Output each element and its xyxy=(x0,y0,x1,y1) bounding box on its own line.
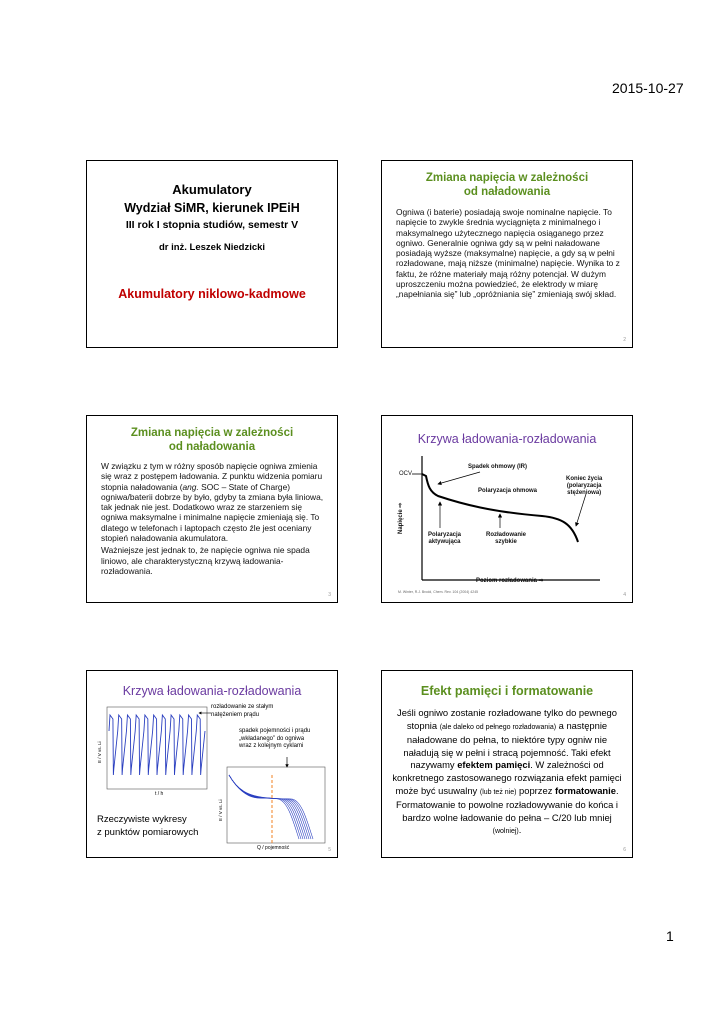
slide6-formatowanie: formatowanie xyxy=(555,784,616,796)
slide-6 xyxy=(381,670,633,858)
slide-5 xyxy=(86,670,338,858)
slide5-title: Krzywa ładowania-rozładowania xyxy=(122,684,302,698)
slide5-y-axis: E / V vs. Li xyxy=(97,741,102,763)
slide-1 xyxy=(86,160,338,348)
arrow-spadek xyxy=(438,472,480,484)
slide2-title-line2: od naładowania xyxy=(463,186,551,198)
slide1-subtitle: Akumulatory niklowo-kadmowe xyxy=(118,287,306,301)
page-number: 1 xyxy=(666,928,674,944)
slide4-source: M. Winter, R.J. Brodd, Chem. Rev. 104 (2004) 4245 xyxy=(398,590,479,594)
slide5-x-axis-bottom: Q / pojemność xyxy=(257,845,290,851)
slide1-title: Akumulatory xyxy=(172,182,252,197)
slide5-label2-line1: spadek pojemności i prądu xyxy=(239,728,311,734)
napiecie-text: Napięcie xyxy=(398,509,404,534)
slide6-t3-small: (lub też nie) xyxy=(479,788,517,796)
slide-2 xyxy=(381,160,633,348)
koniec-label-2: (polaryzacja xyxy=(566,483,602,489)
slide3-paragraph-2: Ważniejsze jest jednak to, że napięcie ogniwa nie spada liniowo, ale charakterystyczną krzywą ładowania-rozładowania. xyxy=(101,545,310,576)
slide4-number: 4 xyxy=(623,592,626,598)
slide6-t1: Jeśli ogniwo zostanie rozładowane tylko do pewnego stopnia xyxy=(397,707,617,731)
slide6-number: 6 xyxy=(623,847,626,853)
polar-akt-label-1: Polaryzacja xyxy=(428,532,462,538)
slide5-caption-line2: z punktów pomiarowych xyxy=(97,827,199,838)
slide6-t2: a następnie naładowane do pełna, to niektóre typy ogniw nie naładują się w pełni i stracą pojemność. Taki efekt nazywamy xyxy=(403,719,611,771)
rozl-szyb-label-1: Rozładowanie xyxy=(486,532,527,538)
slide3-paragraph-1 xyxy=(101,461,325,543)
slide6-t3: . W zależności od konkretnego zastosowanego rozwiązania efekt pamięci może być usuwalny xyxy=(392,759,622,796)
slide-4 xyxy=(381,415,633,603)
slide3-title-line2: od naładowania xyxy=(168,441,256,453)
slide5-x-axis-top: t / h xyxy=(155,791,164,797)
polar-akt-label-2: aktywująca xyxy=(428,539,461,545)
slide4-title: Krzywa ładowania-rozładowania xyxy=(417,432,597,446)
napiecie-label: Napięcie ⇨ xyxy=(398,502,404,534)
slide6-t5-small: (wolniej) xyxy=(492,828,519,836)
slide3-p1-ang: ang. xyxy=(182,481,199,492)
slide6-t4: poprzez xyxy=(516,784,555,796)
slide1-faculty: Wydział SiMR, kierunek IPEiH xyxy=(124,201,300,215)
slide5-y-axis-2: E / V vs. Li xyxy=(218,799,223,821)
slide5-label1-line1: rozładowanie ze stałym xyxy=(211,704,274,710)
slide6-t6: . xyxy=(518,824,522,836)
slide5-number: 5 xyxy=(328,847,331,853)
koniec-label-3: stężeniowa) xyxy=(567,490,602,496)
discharge-curve-diagram xyxy=(382,416,633,603)
ocv-label: OCV xyxy=(399,471,413,477)
slide2-title-line1: Zmiana napięcia w zależności xyxy=(425,172,589,184)
polaryzacja-ohmowa-label: Polaryzacja ohmowa xyxy=(478,488,538,494)
slide6-title: Efekt pamięci i formatowanie xyxy=(420,684,594,698)
spadek-label: Spadek ohmowy (IR) xyxy=(468,464,528,470)
slide1-author: dr inż. Leszek Niedzicki xyxy=(158,242,266,253)
arrow-koniec xyxy=(576,494,586,526)
slide6-text xyxy=(392,707,622,839)
poziom-text: Poziom rozładowania xyxy=(476,578,538,584)
slide5-label2-line2: „wkładanego” do ogniwa xyxy=(239,735,305,742)
rozl-szyb-label-2: szybkie xyxy=(495,539,517,545)
slide3-title-line1: Zmiana napięcia w zależności xyxy=(130,427,294,439)
slide-3 xyxy=(86,415,338,603)
slide3-number: 3 xyxy=(328,592,331,598)
slide3-text xyxy=(101,461,325,576)
slide1-course: III rok I stopnia studiów, semestr V xyxy=(125,219,299,231)
slide6-t5: . Formatowanie to powolne rozładowywanie do końca i bardzo wolne ładowanie do pełna – C/20 lub mniej xyxy=(396,784,619,823)
slide3-p1-a: W związku z tym w różny sposób napięcie ogniwa zmienia się wraz z postępem ładowania. Z punktu widzenia pomiaru stopnia naładowania ( xyxy=(101,461,323,492)
poziom-label: Poziom rozładowania ⇨ xyxy=(476,578,544,584)
print-date: 2015-10-27 xyxy=(612,80,684,96)
slide6-efekt-pamieci: efektem pamięci xyxy=(457,759,531,771)
slide3-p1-b: SOC – State of Charge) ogniwa/baterii dobrze by było, gdyby ta zmiana była liniowa, tak jednak nie jest. Dodatkowo wraz ze starzeniem się ogniwa maksymalne i minimalne napięcie zmieniają się. To dlatego w telefonach i laptopach często źle jest oceniany stopień naładowania akumulatora. xyxy=(101,481,324,544)
slide2-number: 2 xyxy=(623,337,626,343)
slide6-t1-small: (ale daleko od pełnego rozładowania) xyxy=(439,723,557,731)
slide5-label2-line3: wraz z kolejnym cyklami xyxy=(239,743,304,749)
slide2-text: Ogniwa (i baterie) posiadają swoje nominalne napięcie. To napięcie to zwykle średnia wyciągnięta z minimalnego i maksymalnego użytecznego napięcia osiąganego przez ogniwo. Generalnie ogniwa gdy są w pełni naładowane posiadają wyższe (maksymalne) napięcie, a gdy są w pełni rozładowane, mają niższe (minimalne) napięcie. Wynika to z faktu, że różne materiały mają różny potencjał. W dużym uproszczeniu można powiedzieć, że elektrody w miarę „napełniania się” lub „opróżniania się” zmieniają swój skład. xyxy=(396,207,620,300)
koniec-label-1: Koniec życia xyxy=(566,476,603,482)
slide5-label1-line2: natężeniem prądu xyxy=(211,711,260,718)
slide5-caption-line1: Rzeczywiste wykresy xyxy=(97,814,187,825)
